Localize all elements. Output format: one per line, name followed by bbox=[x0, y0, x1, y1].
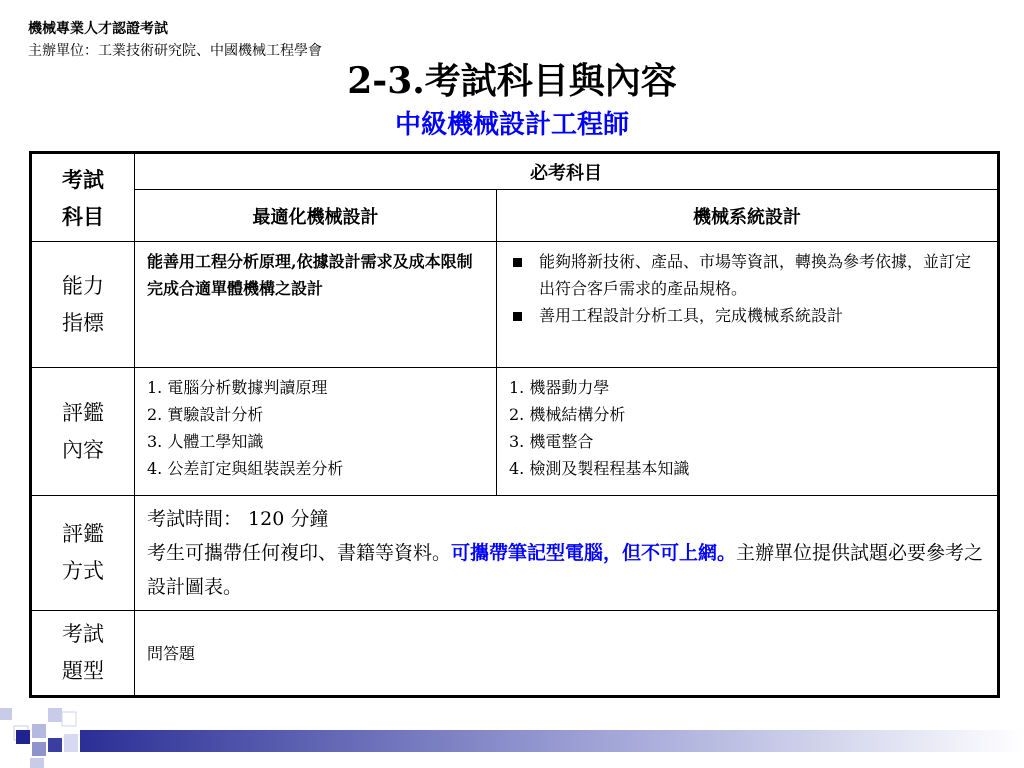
deco-square bbox=[62, 712, 76, 726]
subject2-label: 機械系統設計 bbox=[693, 206, 801, 228]
page-title: 2-3.考試科目與內容 bbox=[347, 60, 677, 102]
exam-rules bbox=[147, 536, 985, 604]
row-label-cell bbox=[31, 242, 135, 368]
type-cell bbox=[135, 611, 999, 697]
list-item bbox=[509, 302, 985, 329]
list-item: 1. 電腦分析數據判讀原理 bbox=[147, 378, 328, 397]
method-cell bbox=[135, 496, 999, 611]
row-label-method: 評鑑 方式 bbox=[62, 522, 104, 583]
subject1-label: 最適化機械設計 bbox=[252, 206, 379, 228]
list-item: 3. 機電整合 bbox=[509, 432, 594, 451]
list-item: 2. 實驗設計分析 bbox=[147, 405, 264, 424]
content-subject1-list bbox=[147, 374, 484, 482]
table-row-content bbox=[31, 368, 999, 496]
row-label-ability: 能力 指標 bbox=[62, 273, 104, 335]
required-subjects-header bbox=[135, 153, 999, 190]
deco-square bbox=[32, 724, 46, 738]
table-row-type bbox=[31, 611, 999, 697]
rules-suffix: 主辦單位提供試題必要參考之設計圖表。 bbox=[147, 542, 984, 598]
row-label-cell bbox=[31, 611, 135, 697]
ability-subject1-cell bbox=[135, 242, 497, 368]
laptop-rule: 可攜帶筆記型電腦，但不可上網。 bbox=[451, 542, 737, 564]
organizer-line: 主辦單位：工業技術研究院、中國機械工程學會 bbox=[28, 43, 322, 59]
rules-prefix: 考生可攜帶任何複印、書籍等資料。 bbox=[147, 542, 452, 564]
corner-label: 考試 科目 bbox=[62, 166, 104, 229]
row-label-type: 考試 題型 bbox=[62, 622, 104, 683]
deco-square bbox=[48, 738, 62, 752]
page-subtitle: 中級機械設計工程師 bbox=[394, 110, 629, 140]
deco-square bbox=[64, 734, 78, 752]
bullet-text: 能夠將新技術、產品、市場等資訊，轉換為參考依據，並訂定出符合客戶需求的產品規格。 bbox=[539, 252, 972, 298]
list-item: 4. 檢測及製程程基本知識 bbox=[509, 459, 690, 478]
list-item: 1. 機器動力學 bbox=[509, 378, 610, 397]
deco-square bbox=[16, 730, 30, 744]
list-item bbox=[509, 248, 985, 302]
bullet-square-icon bbox=[513, 258, 522, 267]
ability-bullet-list bbox=[509, 248, 985, 329]
table-row-method bbox=[31, 496, 999, 611]
ability-subject2-cell bbox=[497, 242, 999, 368]
content-subject2-cell bbox=[497, 368, 999, 496]
content-subject2-list bbox=[509, 374, 985, 482]
bullet-square-icon bbox=[513, 312, 522, 321]
table-row-ability bbox=[31, 242, 999, 368]
deco-square bbox=[48, 708, 62, 722]
row-label-content: 評鑑 內容 bbox=[62, 400, 104, 462]
content-subject1-cell bbox=[135, 368, 497, 496]
exam-type-value: 問答題 bbox=[147, 643, 196, 663]
exam-duration: 考試時間： 120 分鐘 bbox=[147, 508, 329, 530]
deco-gradient-bar bbox=[80, 730, 1024, 752]
deco-square bbox=[0, 708, 12, 720]
subject1-header bbox=[135, 190, 497, 242]
corner-label-cell bbox=[31, 153, 135, 242]
list-item: 3. 人體工學知識 bbox=[147, 432, 264, 451]
footer-decoration bbox=[0, 708, 1024, 768]
list-item: 4. 公差訂定與組裝誤差分析 bbox=[147, 459, 344, 478]
row-label-cell bbox=[31, 496, 135, 611]
list-item: 2. 機械結構分析 bbox=[509, 405, 626, 424]
deco-square bbox=[30, 758, 44, 768]
row-label-cell bbox=[31, 368, 135, 496]
ability-subject1-text: 能善用工程分析原理,依據設計需求及成本限制完成合適單體機構之設計 bbox=[147, 252, 473, 298]
exam-subjects-table bbox=[29, 151, 1000, 698]
subject2-header bbox=[497, 190, 999, 242]
required-subjects-label: 必考科目 bbox=[530, 162, 602, 184]
bullet-text: 善用工程設計分析工具，完成機械系統設計 bbox=[539, 306, 844, 325]
deco-square bbox=[32, 742, 46, 756]
organization-name: 機械專業人才認證考試 bbox=[28, 21, 168, 37]
